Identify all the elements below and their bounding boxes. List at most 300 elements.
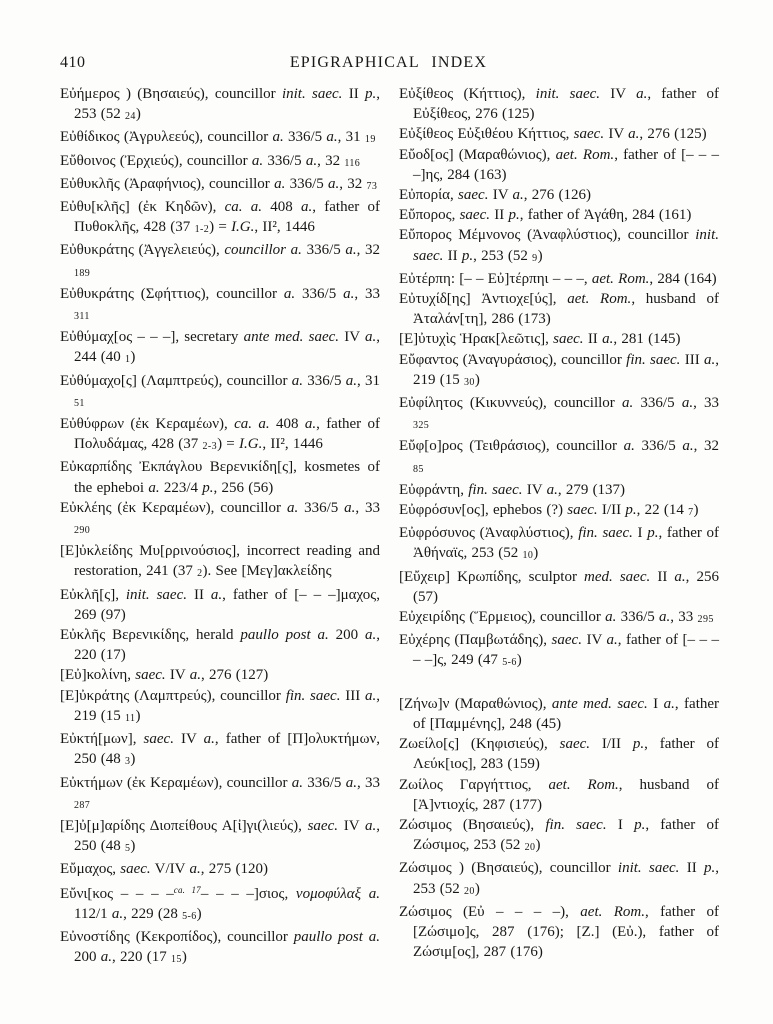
entry-segment-r: ) [693, 502, 699, 519]
entry-segment-r: 336/5 [303, 372, 346, 389]
entry-segment-r: 336/5 [295, 285, 344, 302]
entry-segment-i: aet. Rom. [555, 146, 615, 163]
entry-segment-i: councillor a. [224, 242, 302, 259]
index-entry [60, 585, 380, 625]
entry-segment-r: , 220 (17 [112, 949, 171, 966]
index-entry [60, 541, 380, 584]
entry-segment-r: I [632, 525, 648, 542]
entry-segment-i: aet. Rom. [548, 776, 619, 793]
index-entry [399, 523, 719, 566]
entry-segment-i: a. [606, 632, 618, 649]
entry-segment-r: I/II [597, 502, 626, 519]
entry-segment-r: ) = [209, 219, 232, 236]
entry-segment-s: 11 [125, 712, 136, 724]
entry-segment-r: 223/4 [159, 479, 203, 496]
entry-segment-r: Εὐκτή[μων], [60, 731, 144, 748]
entry-segment-r: IV [604, 126, 629, 143]
entry-segment-s: 295 [697, 614, 714, 626]
entry-segment-s: 2 [197, 568, 203, 580]
entry-segment-r: , 279 (137) [557, 481, 626, 498]
index-entry [399, 694, 719, 734]
entry-segment-i: aet. Rom. [580, 903, 646, 920]
entry-segment-r: [Εὐ]κολίνη, [60, 667, 136, 684]
entry-segment-r: III [340, 687, 365, 704]
index-entry [60, 927, 380, 970]
entry-segment-r: 112/1 [74, 905, 112, 922]
entry-segment-r: , husband of [Ἀ]ντιοχίς, 287 (177) [413, 776, 719, 813]
entry-segment-r: , 33 [354, 285, 380, 302]
page-number: 410 [60, 54, 86, 71]
entry-segment-r: , 229 (28 [123, 905, 183, 922]
index-entry [60, 240, 380, 283]
entry-segment-r: Εὐθυ[κλῆς] (ἐκ Κηδῶν), [60, 199, 225, 216]
entry-segment-i: med. saec. [584, 568, 651, 585]
entry-segment-i: a. [636, 86, 648, 102]
entry-segment-i: saec. [551, 632, 582, 649]
entry-segment-i: a. [203, 731, 215, 748]
entry-segment-i: a. [364, 687, 377, 704]
entry-segment-r: , father of [– – – –]ης, 284 (163) [413, 146, 720, 183]
entry-segment-i: ante med. saec. [243, 329, 340, 346]
entry-segment-i: a. [189, 861, 201, 878]
entry-segment-r: II [490, 207, 509, 224]
entry-segment-i: a. [291, 774, 303, 791]
entry-segment-s: 51 [74, 397, 85, 409]
index-entry [60, 84, 380, 127]
index-entry [399, 225, 719, 268]
entry-segment-s: 30 [464, 376, 475, 388]
entry-segment-i: a. [703, 351, 716, 368]
entry-segment-s: 24 [125, 111, 136, 123]
entry-segment-r: , 253 (52 [473, 247, 533, 264]
entry-segment-i: a. [546, 481, 558, 498]
entry-segment-i: saec. [307, 817, 338, 834]
entry-segment-u: ca. 17 [173, 884, 201, 895]
entry-segment-i: I.G. [239, 436, 263, 453]
entry-segment-r: ) [196, 905, 202, 922]
entry-segment-s: 311 [74, 311, 90, 323]
entry-segment-r: , 22 (14 [636, 502, 689, 519]
index-entry [399, 500, 719, 523]
entry-segment-r: [Ε]ὐτυχὶς Ἡρακ[λεῶτις], [399, 331, 554, 348]
index-column-left [60, 84, 380, 970]
entry-segment-s: 10 [522, 550, 534, 562]
index-entry [60, 773, 380, 816]
entry-segment-s: 1-2 [194, 224, 210, 236]
running-head [60, 54, 717, 74]
entry-segment-s: 5-6 [182, 910, 197, 922]
entry-segment-r: , 281 (145) [613, 331, 681, 348]
entry-segment-r: Εὔφ[ο]ρος (Τειθράσιος), councillor [399, 438, 624, 455]
index-entry [399, 607, 719, 630]
entry-segment-r: Εὐφρόσυνος (Ἀναφλύστιος), [399, 525, 579, 542]
entry-segment-i: paullo post a. [293, 928, 380, 945]
entry-segment-i: a. [111, 905, 124, 922]
entry-segment-r: [Ζήνω]ν (Μαραθώνιος), [399, 695, 552, 712]
index-entry [399, 567, 719, 607]
entry-segment-i: a. [274, 175, 286, 192]
entry-segment-r: ) [135, 707, 141, 724]
entry-segment-r: 336/5 [302, 774, 346, 791]
entry-segment-i: p. [461, 247, 474, 264]
index-entry [399, 205, 719, 225]
entry-segment-r: IV [339, 329, 365, 346]
entry-segment-r: 336/5 [285, 175, 328, 192]
entry-segment-r: Εὔοδ[ος] (Μαραθώνιος), [399, 146, 556, 163]
index-entry [399, 630, 719, 673]
entry-segment-r: Ζωείλο[ς] (Κηφισιεύς), [399, 736, 560, 753]
entry-segment-r: Εὐφρόσυν[ος], ephebos (?) [399, 502, 568, 519]
entry-segment-r: Εὐξίθεος (Κήττιος), [399, 86, 536, 102]
entry-segment-i: saec. [135, 667, 166, 684]
entry-segment-r: , father of Ζώσιμος, 253 (52 [413, 816, 720, 854]
entry-segment-s: 5 [125, 843, 131, 855]
entry-segment-r: , 256 (57) [413, 568, 719, 605]
entry-segment-i: saec. [559, 736, 591, 753]
entry-segment-s: 15 [171, 954, 182, 966]
entry-segment-i: paullo post a. [240, 627, 329, 644]
entry-segment-s: 20 [464, 885, 475, 897]
entry-segment-r: , 256 (56) [213, 479, 274, 496]
entry-segment-i: p. [634, 816, 646, 833]
entry-segment-i: saec. [459, 207, 490, 224]
entry-segment-r: V/IV [150, 861, 190, 878]
entry-segment-r: Εὐχειρίδης (Ἕρμειος), councillor [399, 609, 606, 626]
entry-segment-r: , father of Εὐξίθεος, 276 (125) [413, 86, 720, 123]
entry-segment-r: 336/5 [616, 609, 660, 626]
entry-segment-r: ) [474, 880, 480, 897]
entry-segment-r: Εὐθυκράτης (Ἀγγελειεύς), [60, 242, 225, 259]
entry-segment-r: [Εὔχειρ] Κρωπίδης, sculptor [399, 568, 585, 585]
entry-segment-i: a. [345, 372, 357, 389]
entry-segment-r: 336/5 [633, 395, 682, 412]
entry-segment-i: a. [251, 152, 264, 169]
entry-segment-r: – – – –]σιος, [200, 885, 296, 902]
entry-segment-r: IV [522, 481, 547, 498]
entry-segment-r: IV [337, 817, 365, 834]
entry-segment-r: I [606, 816, 635, 833]
entry-segment-i: a. [210, 586, 223, 603]
entry-segment-r: ) [130, 349, 136, 366]
entry-segment-s: 116 [344, 157, 361, 169]
entry-segment-r: , II², 1446 [254, 219, 315, 236]
entry-segment-i: saec. [143, 731, 174, 748]
entry-segment-r: , 284 (164) [649, 270, 717, 287]
entry-segment-r: 336/5 [301, 242, 346, 259]
entry-segment-i: a. [286, 499, 299, 516]
entry-segment-r: 336/5 [634, 438, 683, 455]
entry-segment-i: p. [365, 86, 377, 102]
index-entry [60, 414, 380, 457]
entry-segment-r: , father of [Π]ολυκτήμων, 250 (48 [74, 731, 380, 768]
entry-segment-s: 5-6 [502, 657, 517, 669]
index-entry [399, 436, 719, 479]
index-entry [399, 84, 719, 124]
entry-segment-r: , 220 (17) [74, 627, 380, 664]
index-entry [60, 197, 380, 240]
entry-segment-r: 200 [74, 949, 101, 966]
entry-segment-i: a. [681, 395, 694, 412]
entry-segment-i: aet. Rom. [591, 270, 650, 287]
entry-segment-i: ca. a. [234, 416, 270, 433]
index-column-right [399, 84, 719, 970]
entry-segment-s: 20 [524, 842, 536, 854]
entry-segment-r: , 32 [317, 152, 345, 169]
entry-segment-i: p. [704, 860, 716, 877]
index-entry [60, 859, 380, 879]
entry-segment-i: a. [365, 627, 377, 644]
entry-segment-r: Εὔθοινος (Ἐρχιεύς), councillor [60, 152, 252, 169]
entry-segment-r: , 250 (48 [74, 817, 380, 855]
entry-segment-s: 287 [74, 799, 91, 811]
entry-segment-i: a. [304, 416, 317, 433]
index-entry [60, 498, 380, 541]
entry-segment-i: I.G. [231, 219, 255, 236]
entry-segment-i: a. [512, 187, 524, 204]
entry-segment-r: , 276 (126) [523, 187, 592, 204]
index-entry [399, 858, 719, 901]
entry-segment-r: 336/5 [263, 152, 306, 169]
entry-segment-i: a. [621, 395, 634, 412]
entry-segment-r: , 276 (127) [200, 667, 269, 684]
entry-segment-r: Εὐθίδικος (Ἀγρυλεεύς), councillor [60, 129, 273, 146]
entry-segment-r: , 31 [356, 372, 381, 389]
index-entry [60, 284, 380, 327]
entry-segment-r: Εὐφίλητος (Κικυννεύς), councillor [399, 395, 622, 412]
entry-segment-i: a. [343, 285, 355, 302]
entry-segment-r: Εὐκτήμων (ἐκ Κεραμέων), councillor [60, 774, 292, 791]
entry-segment-r: ) = [217, 436, 240, 453]
entry-segment-r: , father of [Παμμένης], 248 (45) [413, 695, 720, 732]
entry-segment-r: , 219 (15 [74, 687, 380, 724]
entry-segment-r: , 33 [693, 395, 720, 412]
entry-segment-i: a. [326, 129, 338, 146]
index-entry [399, 902, 719, 963]
entry-segment-r: 200 [328, 627, 365, 644]
entry-segment-r: Εὔπορος Μέμνονος (Ἀναφλύστιος), councillor [399, 227, 696, 244]
entry-segment-i: init. saec. [125, 586, 187, 603]
entry-segment-s: 325 [413, 420, 430, 432]
entry-segment-r: , 276 (125) [639, 126, 707, 143]
entry-segment-r: 336/5 [283, 129, 327, 146]
entry-segment-r: , father of Πολυδάμας, 428 (37 [74, 416, 381, 453]
index-entry [60, 665, 380, 685]
index-entry [60, 371, 380, 414]
entry-segment-r: ). See [Μεγ]ακλείδης [202, 563, 332, 580]
entry-segment-i: a. [148, 479, 160, 496]
entry-segment-r: ) [516, 652, 522, 669]
index-entry [60, 327, 380, 370]
index-entry [60, 151, 380, 174]
entry-segment-i: init. saec. [617, 860, 680, 877]
index-entry [60, 729, 380, 772]
entry-segment-i: p. [647, 525, 659, 542]
entry-segment-i: fin. saec. [468, 481, 523, 498]
entry-segment-s: 85 [413, 463, 424, 475]
entry-segment-i: fin. saec. [626, 351, 681, 368]
entry-segment-i: p. [202, 479, 214, 496]
entry-segment-r: IV [488, 187, 513, 204]
entry-segment-i: νομοφύλαξ a. [295, 885, 380, 902]
index-entry [399, 289, 719, 329]
index-entry [60, 880, 380, 927]
entry-segment-r: Εὐκλῆς Βερενικίδης, herald [60, 627, 241, 644]
index-entry [399, 145, 719, 185]
entry-segment-i: a. [674, 568, 686, 585]
entry-segment-r: [Ε]ὐ[μ]αρίδης Διοπείθους Α[ἰ]γι(λιεύς), [60, 817, 308, 834]
entry-segment-r: , father of [– – – – –]ς, 249 (47 [413, 632, 719, 669]
entry-segment-r: 336/5 [298, 499, 345, 516]
entry-segment-r: [Ε]ὐκλείδης Μυ[ρρινούσιος], incorrect reading and restoration, 241 (37 [60, 543, 380, 580]
index-entry [399, 734, 719, 774]
entry-segment-r: Εὔμαχος, [60, 861, 121, 878]
entry-segment-r: Εὐχέρης (Παμβωτάδης), [399, 632, 552, 649]
entry-segment-r: 408 [269, 416, 305, 433]
entry-segment-r: ) [535, 837, 541, 854]
entry-segment-i: p. [625, 502, 637, 519]
entry-segment-r: III [680, 351, 704, 368]
entry-segment-r: , husband of Ἀταλάν[τη], 286 (173) [413, 291, 719, 328]
entry-segment-i: a. [602, 331, 614, 348]
entry-segment-i: a. [628, 126, 640, 143]
entry-segment-i: p. [632, 736, 645, 753]
entry-segment-s: 1 [125, 354, 131, 366]
entry-segment-i: a. [659, 609, 671, 626]
entry-segment-r: Εὐνοστίδης (Κεκροπίδος), councillor [60, 928, 294, 945]
entry-segment-r: Εὐκλῆ[ς], [60, 586, 126, 603]
entry-segment-i: fin. saec. [578, 525, 633, 542]
entry-segment-r: II [443, 247, 462, 264]
entry-segment-i: a. [291, 372, 304, 389]
entry-segment-r: IV [581, 632, 607, 649]
entry-segment-i: saec. [567, 502, 598, 519]
entry-segment-r: II [583, 331, 603, 348]
entry-segment-i: a. [301, 199, 313, 216]
entry-segment-r: Ζωίλος Γαργήττιος, [399, 776, 549, 793]
index-entry [60, 457, 380, 497]
entry-segment-r: , father of Λεύκ[ιος], 283 (159) [413, 736, 720, 773]
entry-segment-r: ) [533, 545, 539, 562]
entry-segment-r: , 32 [693, 438, 719, 455]
entry-segment-r: 408 [262, 199, 302, 216]
entry-segment-r: Εὐθύμαχ[ος – – –], secretary [60, 329, 244, 346]
entry-segment-r: Ζώσιμος (Βησαιεύς), [399, 816, 546, 833]
entry-segment-i: init. saec. [535, 86, 601, 102]
entry-segment-r: II [187, 586, 211, 603]
entry-segment-r: , 32 [356, 242, 381, 259]
entry-segment-s: 73 [366, 180, 378, 192]
entry-segment-r: ) [474, 371, 480, 388]
index-entry [399, 350, 719, 393]
index-entry [399, 815, 719, 858]
entry-segment-r: [Ε]ὐκράτης (Λαμπτρεύς), councillor [60, 687, 286, 704]
entry-segment-i: a. [682, 438, 694, 455]
entry-segment-r: IV [165, 667, 190, 684]
entry-segment-i: ca. a. [224, 199, 262, 216]
entry-segment-r: , father of Ἀθήναϊς, 253 (52 [413, 525, 720, 562]
index-entry [399, 393, 719, 436]
entry-segment-i: a. [345, 242, 357, 259]
entry-segment-i: a. [344, 499, 356, 516]
index-columns [60, 84, 719, 970]
entry-segment-i: saec. [553, 331, 584, 348]
entry-segment-r: IV [173, 731, 204, 748]
entry-segment-r: Εὐκλέης (ἐκ Κεραμέων), councillor [60, 499, 287, 516]
entry-segment-s: 7 [688, 507, 694, 519]
entry-segment-i: a. [345, 774, 357, 791]
entry-segment-r: Εὐτέρπη: [– – Εὐ]τέρπηι – – –, [399, 270, 592, 287]
index-entry [399, 480, 719, 500]
page-title: EPIGRAPHICAL INDEX [289, 54, 488, 71]
entry-segment-s: 19 [364, 134, 376, 146]
entry-segment-r: , father of [Ζώσιμο]ς, 287 (176); [Z.] (Εὐ.), father of Ζώσιμ[ος], 287 (176) [413, 903, 720, 961]
index-entry [60, 127, 380, 150]
entry-segment-r: Εὐθυκράτης (Σφήττιος), councillor [60, 285, 284, 302]
entry-segment-r: Εὐφράντη, [399, 481, 469, 498]
entry-segment-r: ) [135, 106, 141, 123]
entry-segment-i: fin. saec. [285, 687, 341, 704]
entry-segment-s: 189 [74, 267, 91, 279]
entry-segment-i: a. [305, 152, 318, 169]
entry-segment-i: fin. saec. [545, 816, 607, 833]
entry-segment-r: , father of Ἀγάθη, 284 (161) [519, 207, 692, 224]
entry-segment-r: ) [130, 838, 136, 855]
entry-segment-i: saec. [458, 187, 489, 204]
entry-segment-r: , 33 [355, 499, 381, 516]
entry-segment-i: p. [508, 207, 520, 224]
index-entry [60, 174, 380, 197]
entry-segment-r: Ζώσιμος (Εὐ – – – –), [399, 903, 581, 920]
entry-segment-i: init. saec. [281, 86, 343, 102]
entry-segment-r: , 275 (120) [200, 861, 268, 878]
entry-segment-r: , father of Πυθοκλῆς, 428 (37 [74, 199, 380, 236]
entry-segment-r: , 32 [339, 175, 367, 192]
entry-segment-i: ante med. saec. [551, 695, 648, 712]
entry-segment-r: Εὔφαντος (Ἀναγυράσιος), councillor [399, 351, 627, 368]
entry-segment-r: Εὔνι[κος – – – – [60, 885, 174, 902]
entry-segment-r: , 33 [670, 609, 698, 626]
entry-segment-r: , 33 [356, 774, 380, 791]
entry-segment-i: aet. Rom. [567, 291, 632, 308]
entry-segment-i: a. [365, 817, 377, 834]
entry-segment-r: , 253 (52 [413, 860, 719, 897]
entry-segment-r: Εὐξίθεος Εὐξιθέου Κήττιος, [399, 126, 574, 143]
entry-segment-r: , 244 (40 [74, 329, 380, 366]
index-entry [399, 185, 719, 205]
entry-segment-s: 3 [125, 756, 131, 768]
entry-segment-r: Εὐκαρπίδης Ἐκπάγλου Βερενικίδη[ς], kosmetes of the epheboi [60, 459, 380, 496]
index-entry [399, 269, 719, 289]
index-entry [399, 329, 719, 349]
entry-segment-r: Εὔπορος, [399, 207, 460, 224]
entry-segment-i: a. [365, 329, 377, 346]
entry-segment-r: Εὐθύμαχο[ς] (Λαμπτρεύς), councillor [60, 372, 292, 389]
index-entry [60, 816, 380, 859]
entry-segment-i: a. [272, 129, 284, 146]
entry-segment-i: a. [189, 667, 201, 684]
entry-segment-r: IV [600, 86, 637, 102]
entry-segment-s: 9 [532, 252, 538, 264]
index-entry [60, 625, 380, 665]
entry-segment-r: Εὐτυχίδ[ης] Ἀντιοχε[ύς], [399, 291, 568, 308]
entry-segment-i: init. saec. [413, 227, 719, 264]
index-entry [60, 686, 380, 729]
entry-segment-r: II [650, 568, 675, 585]
entry-segment-i: a. [663, 695, 675, 712]
entry-segment-r: Εὐθυκλῆς (Ἀραφήνιος), councillor [60, 175, 275, 192]
entry-segment-s: 290 [74, 525, 91, 537]
entry-segment-r: Εὐθύφρων (ἐκ Κεραμέων), [60, 416, 235, 433]
